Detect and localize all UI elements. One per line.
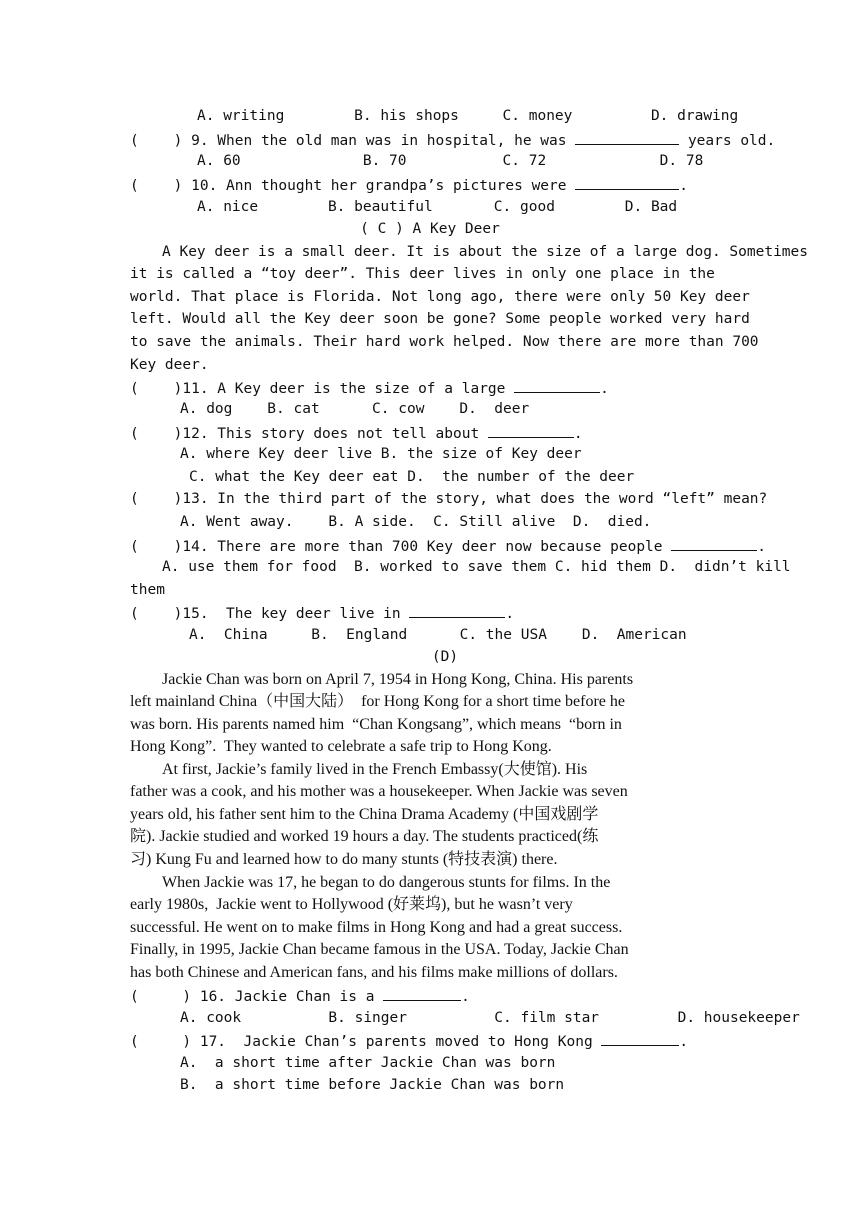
question-17 bbox=[130, 1030, 688, 1050]
answer-blank[interactable] bbox=[575, 129, 679, 145]
question-15-tail: . bbox=[505, 606, 515, 622]
section-d-title: (D) bbox=[431, 649, 459, 665]
passage-d-line: years old, his father sent him to the China Drama Academy (中国戏剧学 bbox=[130, 806, 599, 823]
question-9-text: ( ) 9. When the old man was in hospital, he was bbox=[130, 133, 576, 149]
passage-d-line: Finally, in 1995, Jackie Chan became famous in the USA. Today, Jackie Chan bbox=[130, 941, 629, 958]
question-14-text: ( )14. There are more than 700 Key deer now because people bbox=[130, 539, 672, 555]
question-11-tail: . bbox=[600, 381, 609, 397]
passage-d-line: left mainland China（中国大陆） for Hong Kong for a short time before he bbox=[130, 693, 626, 710]
question-14-tail: . bbox=[757, 539, 766, 555]
answer-blank[interactable] bbox=[514, 377, 600, 393]
q12-options-line: A. where Key deer live B. the size of Key deer bbox=[180, 446, 582, 462]
question-13: ( )13. In the third part of the story, what does the word “left” mean? bbox=[130, 491, 768, 507]
passage-c-line: left. Would all the Key deer soon be gone? Some people worked very hard bbox=[130, 311, 750, 327]
q14-options-line: A. use them for food B. worked to save them C. hid them D. didn’t kill bbox=[162, 559, 791, 575]
passage-d-line: Hong Kong”. They wanted to celebrate a safe trip to Hong Kong. bbox=[130, 738, 552, 755]
passage-c-line: it is called a “toy deer”. This deer lives in only one place in the bbox=[130, 266, 715, 282]
passage-d-line: At first, Jackie’s family lived in the French Embassy(大使馆). His bbox=[162, 761, 588, 778]
question-11 bbox=[130, 377, 609, 397]
question-11-text: ( )11. A Key deer is the size of a large bbox=[130, 381, 515, 397]
question-9-tail: years old. bbox=[679, 133, 776, 149]
passage-d-line: Jackie Chan was born on April 7, 1954 in Hong Kong, China. His parents bbox=[162, 671, 634, 688]
question-9 bbox=[130, 129, 775, 149]
passage-d-line: successful. He went on to make films in Hong Kong and had a great success. bbox=[130, 919, 623, 936]
question-15-text: ( )15. The key deer live in bbox=[130, 606, 410, 622]
passage-c-line: Key deer. bbox=[130, 357, 209, 373]
answer-blank[interactable] bbox=[409, 602, 505, 618]
passage-d-line: was born. His parents named him “Chan Kongsang”, which means “born in bbox=[130, 716, 622, 733]
passage-d-line: has both Chinese and American fans, and his films make millions of dollars. bbox=[130, 964, 618, 981]
passage-c-line: to save the animals. Their hard work helped. Now there are more than 700 bbox=[130, 334, 759, 350]
q17-option-a: A. a short time after Jackie Chan was born bbox=[180, 1055, 556, 1071]
question-12 bbox=[130, 422, 583, 442]
q17-option-b: B. a short time before Jackie Chan was born bbox=[180, 1077, 565, 1093]
q13-options: A. Went away. B. A side. C. Still alive D. died. bbox=[180, 514, 652, 530]
question-12-text: ( )12. This story does not tell about bbox=[130, 426, 488, 442]
answer-blank[interactable] bbox=[383, 985, 461, 1001]
passage-d-line: 院). Jackie studied and worked 19 hours a day. The students practiced(练 bbox=[130, 828, 599, 845]
question-14 bbox=[130, 535, 766, 555]
answer-blank[interactable] bbox=[671, 535, 757, 551]
question-10-text: ( ) 10. Ann thought her grandpa’s pictures were bbox=[130, 178, 576, 194]
passage-c-line: world. That place is Florida. Not long ago, there were only 50 Key deer bbox=[130, 289, 750, 305]
passage-d-line: early 1980s, Jackie went to Hollywood (好莱坞), but he wasn’t very bbox=[130, 896, 573, 913]
passage-c-line: A Key deer is a small deer. It is about the size of a large dog. Sometimes bbox=[162, 244, 809, 260]
q12-options-line: C. what the Key deer eat D. the number of the deer bbox=[189, 469, 635, 485]
question-15 bbox=[130, 602, 514, 622]
question-16-tail: . bbox=[461, 989, 470, 1005]
section-c-title: ( C ) A Key Deer bbox=[360, 221, 500, 237]
question-10-tail: . bbox=[679, 178, 688, 194]
answer-blank[interactable] bbox=[601, 1030, 679, 1046]
answer-blank[interactable] bbox=[575, 174, 679, 190]
passage-d-line: father was a cook, and his mother was a housekeeper. When Jackie was seven bbox=[130, 783, 628, 800]
question-17-text: ( ) 17. Jackie Chan’s parents moved to Hong Kong bbox=[130, 1034, 602, 1050]
q8-options: A. writing B. his shops C. money D. drawing bbox=[197, 108, 739, 124]
q15-options: A. China B. England C. the USA D. American bbox=[189, 627, 687, 643]
q11-options: A. dog B. cat C. cow D. deer bbox=[180, 401, 530, 417]
q16-options: A. cook B. singer C. film star D. housekeeper bbox=[180, 1010, 800, 1026]
question-10 bbox=[130, 174, 688, 194]
answer-blank[interactable] bbox=[488, 422, 574, 438]
question-16-text: ( ) 16. Jackie Chan is a bbox=[130, 989, 384, 1005]
question-16 bbox=[130, 985, 470, 1005]
passage-d-line: 习) Kung Fu and learned how to do many stunts (特技表演) there. bbox=[130, 851, 558, 868]
question-17-tail: . bbox=[679, 1034, 689, 1050]
question-12-tail: . bbox=[573, 426, 583, 442]
q10-options: A. nice B. beautiful C. good D. Bad bbox=[197, 199, 678, 215]
q14-options-line: them bbox=[130, 582, 165, 598]
passage-d-line: When Jackie was 17, he began to do dangerous stunts for films. In the bbox=[162, 874, 611, 891]
q9-options: A. 60 B. 70 C. 72 D. 78 bbox=[197, 153, 704, 169]
